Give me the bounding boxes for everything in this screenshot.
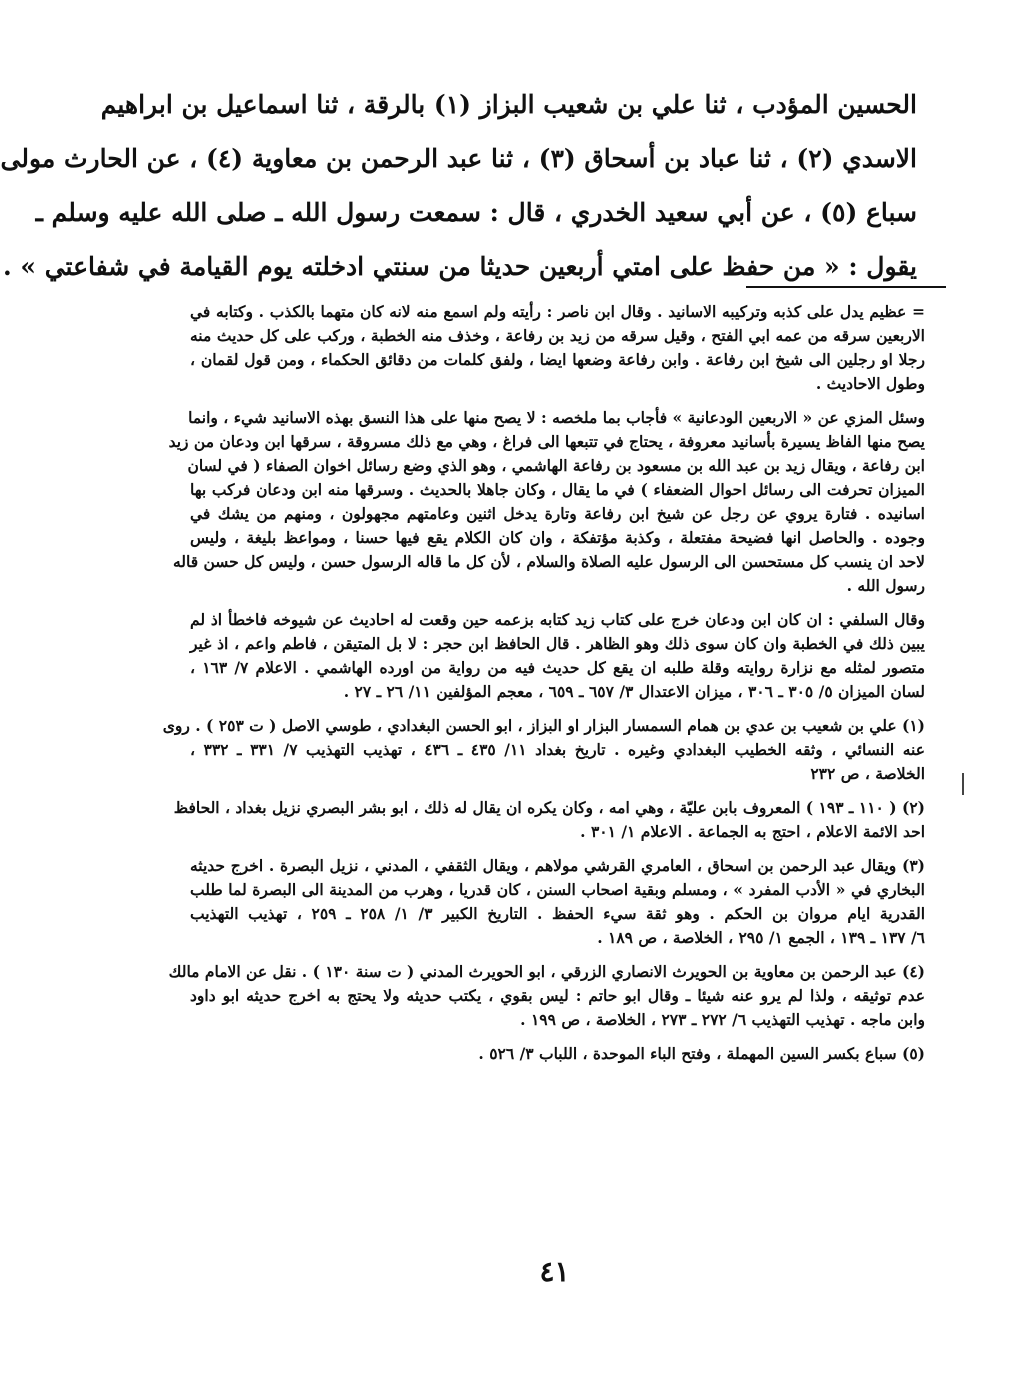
footnote-line: عدم توثيقه ، ولذا لم يرو عنه شيئا ـ وقال ابو حاتم : ليس بقوي ، يكتب حديثه ولا يحتج به اخرج حديثه ابو داود bbox=[190, 986, 925, 1005]
footnote-line: (٥) سباع بكسر السين المهملة ، وفتح الباء الموحدة ، اللباب ٣/ ٥٢٦ . bbox=[478, 1044, 925, 1063]
note-line: اسانيده . فتارة يروي عن رجل عن شيخ ابن رفاعة وتارة يدخل اثنين وعامتهم مجهولون ، ومنهم من يشك في bbox=[190, 504, 925, 523]
main-text-line: الحسين المؤدب ، ثنا علي بن شعيب البزاز (١) بالرقة ، ثنا اسماعيل بن ابراهيم bbox=[100, 90, 917, 119]
margin-mark bbox=[962, 773, 964, 795]
note-line: يبين ذلك في الخطبة وان كان سوى ذلك وهو الظاهر . قال الحافظ ابن حجر : لا بل المتيقن ، فاطم واعم ، اذ غير bbox=[190, 634, 925, 653]
main-hadith-text bbox=[0, 78, 917, 294]
continued-note-mizzi bbox=[168, 406, 925, 598]
note-line: يصح منها الفاظ يسيرة بأسانيد معروفة ، يحتاج في تتبعها الى فراغ ، وهي مع ذلك مسروقة ، سرقها ابن ودعان من زيد bbox=[168, 432, 925, 451]
footnote-2 bbox=[173, 796, 925, 844]
note-line: متصور لمثله مع نزارة روايته وقلة طلبه ان يقع كل حديث فيه من رواية من اورده الهاشمي . الاعلام ٧/ ١٦٣ ، bbox=[190, 658, 926, 677]
note-line: = عظيم يدل على كذبه وتركيبه الاسانيد . وقال ابن ناصر : رأيته ولم اسمع منه لانه كان متهما بالكذب . وكتابه في bbox=[190, 302, 925, 321]
footnote-4 bbox=[168, 960, 925, 1032]
note-line: وسئل المزي عن « الاربعين الودعانية » فأجاب بما ملخصه : لا يصح منها على هذا النسق بهذه الاسانيد شيء ، وانما bbox=[188, 408, 925, 427]
footnote-line: (٣) ويقال عبد الرحمن بن اسحاق ، العامري القرشي مولاهم ، ويقال الثقفي ، المدني ، نزيل البصرة . اخرج حديثه bbox=[190, 856, 925, 875]
footnotes-section bbox=[162, 300, 926, 1076]
footnote-line: وابن ماجه . تهذيب التهذيب ٦/ ٢٧٢ ـ ٢٧٣ ، الخلاصة ، ص ١٩٩ . bbox=[520, 1010, 925, 1029]
footnote-line: (١) علي بن شعيب بن عدي بن همام السمسار البزار او البزاز ، ابو الحسن البغدادي ، طوسي الاصل ( ت ٢٥٣ ) . روى bbox=[162, 716, 925, 735]
note-line: ابن رفاعة ، ويقال زيد بن عبد الله بن مسعود بن رفاعة الهاشمي ، وهو الذي وضع رسائل اخوان الصفاء ( في لسان bbox=[187, 456, 925, 475]
footnote-line: (٢) ( ١١٠ ـ ١٩٣ ) المعروف بابن عليّة ، وهي امه ، وكان يكره ان يقال له ذلك ، ابو بشر البصري نزيل بغداد ، الحافظ bbox=[173, 798, 925, 817]
note-line: الميزان تحرفت الى رسائل احوال الضعفاء ) في ما يقال ، وكان جاهلا بالحديث . وسرقها منه ابن ودعان فركب بها bbox=[190, 480, 925, 499]
main-text-line: الاسدي (٢) ، ثنا عباد بن أسحاق (٣) ، ثنا عبد الرحمن بن معاوية (٤) ، عن الحارث مولى bbox=[0, 144, 917, 173]
footnote-line: (٤) عبد الرحمن بن معاوية بن الحويرث الانصاري الزرقي ، ابو الحويرث المدني ( ت سنة ١٣٠ ) . نقل عن الامام مالك bbox=[168, 962, 925, 981]
footnote-line: ٦/ ١٣٧ ـ ١٣٩ ، الجمع ١/ ٢٩٥ ، الخلاصة ، ص ١٨٩ . bbox=[597, 928, 925, 947]
footnote-5 bbox=[190, 1042, 925, 1066]
note-line: لسان الميزان ٥/ ٣٠٥ ـ ٣٠٦ ، ميزان الاعتدال ٣/ ٦٥٧ ـ ٦٥٩ ، معجم المؤلفين ١١/ ٢٦ ـ ٢٧ . bbox=[343, 682, 925, 701]
note-line: وطول الاحاديث . bbox=[815, 374, 925, 393]
footnote-line: القدرية ايام مروان بن الحكم . وهو ثقة سيء الحفظ . التاريخ الكبير ٣/ ١/ ٢٥٨ ـ ٢٥٩ ، تهذيب التهذيب bbox=[190, 904, 925, 923]
footnote-divider bbox=[746, 286, 946, 288]
note-line: رجلا او رجلين الى شيخ ابن رفاعة . وابن رفاعة وضعها ايضا ، ولفق كلمات من دقائق الحكماء ، ومن قول لقمان ، bbox=[190, 350, 925, 369]
footnote-line: احد الائمة الاعلام ، احتج به الجماعة . الاعلام ١/ ٣٠١ . bbox=[580, 822, 925, 841]
main-text-line: سباع (٥) ، عن أبي سعيد الخدري ، قال : سمعت رسول الله ـ صلى الله عليه وسلم ـ bbox=[35, 198, 917, 227]
note-line: الاربعين سرقه من عمه ابي الفتح ، وقيل سرقه من زيد بن رفاعة ، وخذف منه الخطبة ، وركب على كل حديث منه bbox=[190, 326, 925, 345]
footnote-line: الخلاصة ، ص ٢٣٢ bbox=[810, 764, 925, 783]
continued-note-silafi bbox=[190, 608, 925, 704]
footnote-3 bbox=[190, 854, 925, 950]
main-text-line: يقول : « من حفظ على امتي أربعين حديثا من سنتي ادخلته يوم القيامة في شفاعتي » . bbox=[2, 252, 917, 281]
note-line: رسول الله . bbox=[846, 576, 925, 595]
footnote-line: البخاري في « الأدب المفرد » ، ومسلم وبقية اصحاب السنن ، كان قدريا ، وهرب من المدينة الى البصرة لما طلب bbox=[190, 880, 925, 899]
continued-note-ibn-nasir bbox=[190, 300, 925, 396]
footnote-1 bbox=[162, 714, 925, 786]
page-number: ٤١ bbox=[539, 1255, 570, 1288]
note-line: وجوده . والحاصل انها فضيحة مفتعلة ، وكذبة مؤتفكة ، وان كان الكلام يقع فيها حسنا ، ومواعظ بليغة ، وليس bbox=[190, 528, 925, 547]
note-line: لاحد ان ينسب كل مستحسن الى الرسول عليه الصلاة والسلام ، لأن كل ما قاله الرسول حسن ، وليس كل حسن قاله bbox=[172, 552, 925, 571]
footnote-line: عنه النسائي ، وثقه الخطيب البغدادي وغيره . تاريخ بغداد ١١/ ٤٣٥ ـ ٤٣٦ ، تهذيب التهذيب ٧/ ٣٣١ ـ ٣٣٢ ، bbox=[190, 740, 925, 759]
note-line: وقال السلفي : ان كان ابن ودعان خرج على كتاب زيد كتابه بزعمه حين وقعت له احاديث عن شيوخه فاخطأ اذ لم bbox=[190, 610, 925, 629]
